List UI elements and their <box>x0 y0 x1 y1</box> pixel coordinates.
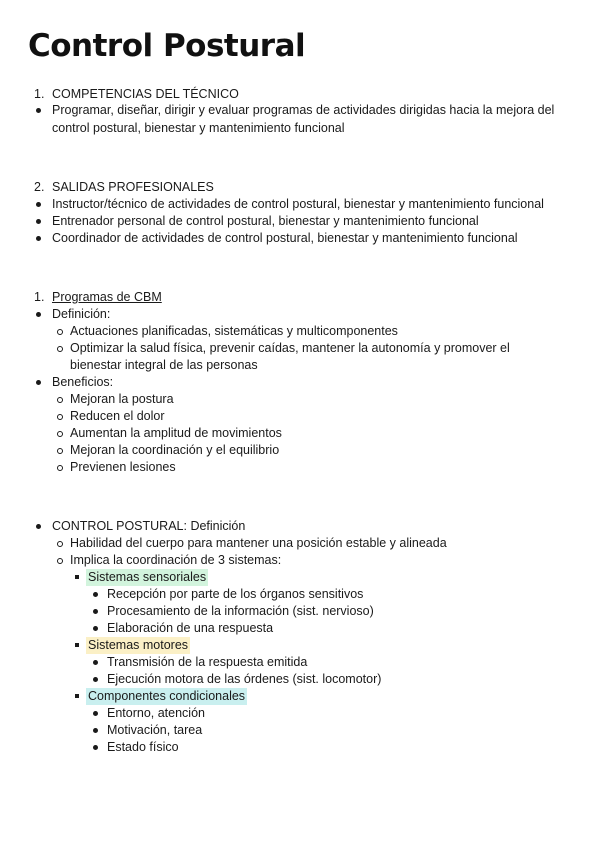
nested-list-item: Elaboración de una respuesta <box>107 621 274 635</box>
sub-list-item: Actuaciones planificadas, sistemáticas y multicomponentes <box>70 324 398 338</box>
nested-list-item: Motivación, tarea <box>107 723 203 737</box>
nested-list-item: Entorno, atención <box>107 706 205 720</box>
nested-list-item: Recepción por parte de los órganos sensitivos <box>107 587 364 601</box>
section-number: 1. <box>34 87 45 101</box>
sub-list-item: Mejoran la coordinación y el equilibrio <box>70 443 280 457</box>
nested-list-item: Procesamiento de la información (sist. nervioso) <box>107 604 374 618</box>
list-item-definicion: Definición: <box>52 307 111 321</box>
list-item: Entrenador personal de control postural, bienestar y mantenimiento funcional <box>52 214 479 228</box>
list-item-continuation: control postural, bienestar y mantenimiento funcional <box>52 121 345 135</box>
highlighted-label-motores: Sistemas motores <box>88 638 189 652</box>
highlighted-label-condicionales: Componentes condicionales <box>88 689 246 703</box>
sub-list-item: Implica la coordinación de 3 sistemas: <box>70 553 282 567</box>
section-heading-programas: Programas de CBM <box>52 290 162 304</box>
bullet-icon <box>93 592 98 597</box>
bullet-icon <box>93 745 98 750</box>
section-heading-control-postural: CONTROL POSTURAL: Definición <box>52 519 246 533</box>
circle-bullet-icon <box>57 329 63 335</box>
bullet-icon <box>36 219 41 224</box>
sub-list-item: Previenen lesiones <box>70 460 176 474</box>
bullet-icon <box>93 728 98 733</box>
sub-list-item: Reducen el dolor <box>70 409 165 423</box>
circle-bullet-icon <box>57 558 63 564</box>
circle-bullet-icon <box>57 431 63 437</box>
page-title: Control Postural <box>28 28 306 64</box>
bullet-icon <box>36 524 41 529</box>
circle-bullet-icon <box>57 448 63 454</box>
sub-list-item: Optimizar la salud física, prevenir caídas, mantener la autonomía y promover el <box>70 341 510 355</box>
highlighted-label-sensoriales: Sistemas sensoriales <box>88 570 207 584</box>
bullet-icon <box>36 380 41 385</box>
list-item: Programar, diseñar, dirigir y evaluar programas de actividades dirigidas hacia la mejora del <box>52 103 555 117</box>
sub-list-item: Mejoran la postura <box>70 392 174 406</box>
bullet-icon <box>36 236 41 241</box>
circle-bullet-icon <box>57 397 63 403</box>
bullet-icon <box>36 312 41 317</box>
bullet-icon <box>93 626 98 631</box>
bullet-icon <box>36 108 41 113</box>
list-item: Instructor/técnico de actividades de control postural, bienestar y mantenimiento funcional <box>52 197 544 211</box>
sub-list-item: Aumentan la amplitud de movimientos <box>70 426 282 440</box>
section-number: 2. <box>34 180 45 194</box>
bullet-icon <box>93 677 98 682</box>
square-bullet-icon <box>75 575 79 579</box>
circle-bullet-icon <box>57 465 63 471</box>
list-item: Coordinador de actividades de control postural, bienestar y mantenimiento funcional <box>52 231 518 245</box>
bullet-icon <box>93 660 98 665</box>
square-bullet-icon <box>75 694 79 698</box>
sub-list-item-continuation: bienestar integral de las personas <box>70 358 258 372</box>
section-number: 1. <box>34 290 45 304</box>
sub-list-item: Habilidad del cuerpo para mantener una posición estable y alineada <box>70 536 447 550</box>
circle-bullet-icon <box>57 346 63 352</box>
bullet-icon <box>93 711 98 716</box>
nested-list-item: Transmisión de la respuesta emitida <box>107 655 308 669</box>
section-heading-competencias: COMPETENCIAS DEL TÉCNICO <box>52 87 239 101</box>
section-heading-salidas: SALIDAS PROFESIONALES <box>52 180 214 194</box>
square-bullet-icon <box>75 643 79 647</box>
nested-list-item: Ejecución motora de las órdenes (sist. locomotor) <box>107 672 382 686</box>
nested-list-item: Estado físico <box>107 740 179 754</box>
circle-bullet-icon <box>57 414 63 420</box>
bullet-icon <box>36 202 41 207</box>
bullet-icon <box>93 609 98 614</box>
list-item-beneficios: Beneficios: <box>52 375 114 389</box>
circle-bullet-icon <box>57 541 63 547</box>
